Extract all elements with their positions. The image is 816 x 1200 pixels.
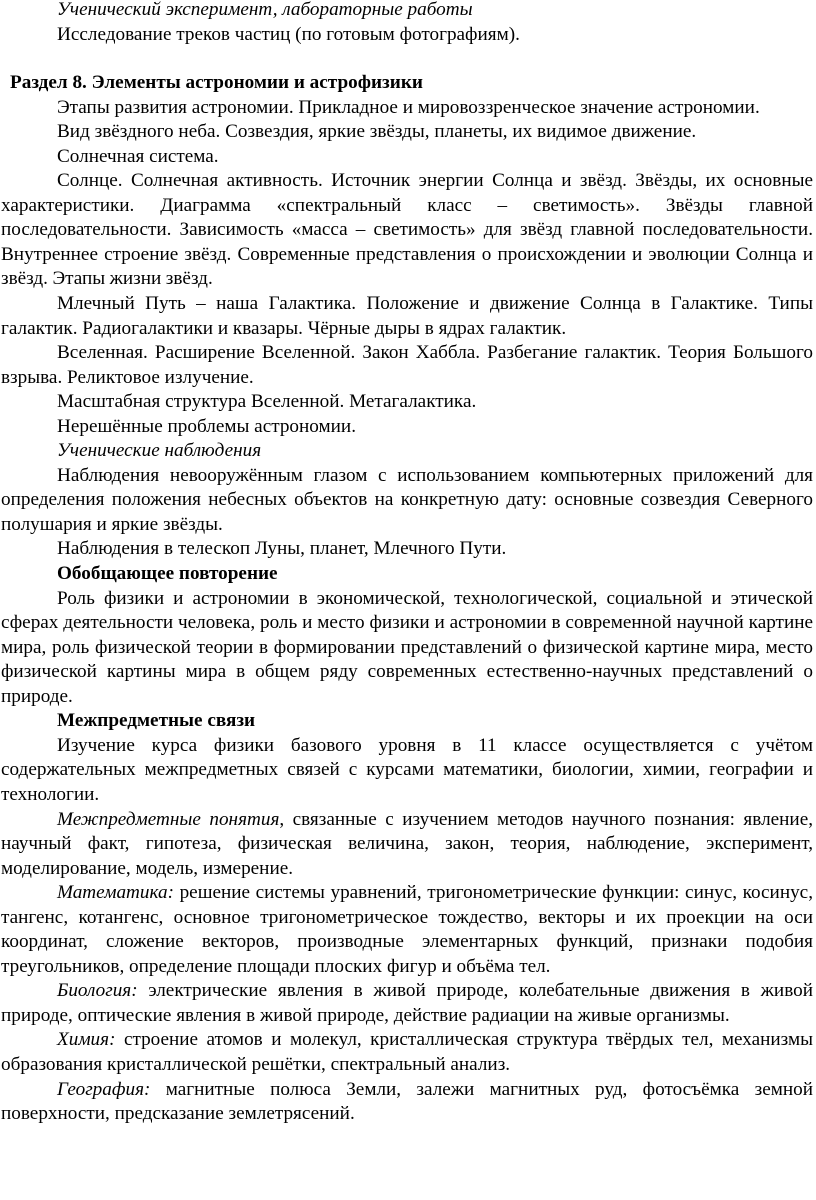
chemistry-paragraph xyxy=(1,1028,813,1077)
section-8-heading: Раздел 8. Элементы астрономии и астрофизики xyxy=(10,72,423,94)
concepts-text: , связанные с изучением методов научного познания: явление, научный факт, гипотеза, физическая величина, закон, теория, наблюдение, эксперимент, моделирование, модель, измерение. xyxy=(1,808,814,879)
student-observations-heading: Ученические наблюдения xyxy=(57,440,262,462)
large-scale-structure-paragraph: Масштабная структура Вселенной. Метагалактика. xyxy=(57,391,477,413)
astronomy-stages-paragraph: Этапы развития астрономии. Прикладное и мировоззренческое значение астрономии. xyxy=(57,96,760,118)
starry-sky-paragraph: Вид звёздного неба. Созвездия, яркие звёзды, планеты, их видимое движение. xyxy=(57,121,697,143)
lab-works-subheading: Ученический эксперимент, лабораторные работы xyxy=(57,0,473,20)
concepts-label: Межпредметные понятия xyxy=(57,808,280,830)
chemistry-text: строение атомов и молекул, кристаллическая структура твёрдых тел, механизмы образования кристаллической решётки, спектральный анализ. xyxy=(1,1029,813,1075)
review-paragraph: Роль физики и астрономии в экономической, технологической, социальной и этической сферах деятельности человека, роль и место физики и астрономии в современной научной картине мира, роль физической теории в формировании представлений о физической картине мира, место физической картины мира в общем ряду современных естественно-научных представлений о природе. xyxy=(1,587,813,707)
geography-label: География: xyxy=(57,1078,151,1100)
chemistry-label: Химия: xyxy=(57,1029,116,1051)
review-heading: Обобщающее повторение xyxy=(57,563,278,585)
geography-paragraph xyxy=(1,1078,813,1127)
milky-way-paragraph: Млечный Путь – наша Галактика. Положение и движение Солнца в Галактике. Типы галактик. Радиогалактики и квазары. Чёрные дыры в ядрах галактик. xyxy=(1,293,813,339)
particle-tracks-paragraph: Исследование треков частиц (по готовым фотографиям). xyxy=(57,23,520,45)
biology-label: Биология: xyxy=(57,980,138,1002)
solar-system-paragraph: Солнечная система. xyxy=(57,145,219,167)
math-label: Математика: xyxy=(57,882,174,904)
math-paragraph xyxy=(1,881,813,979)
geography-text: магнитные полюса Земли, залежи магнитных руд, фотосъёмка земной поверхности, предсказание землетрясений. xyxy=(1,1078,813,1125)
interdisciplinary-paragraph: Изучение курса физики базового уровня в 11 классе осуществляется с учётом содержательных межпредметных связей с курсами математики, биологии, химии, географии и технологии. xyxy=(1,734,813,805)
unsolved-problems-paragraph: Нерешённые проблемы астрономии. xyxy=(57,415,356,437)
math-text: решение системы уравнений, тригонометрические функции: синус, косинус, тангенс, котангенс, основное тригонометрическое тождество, векторы и их проекции на оси координат, сложение векторов, производные элементарных функций, признаки подобия треугольников, определение площади плоских фигур и объёма тел. xyxy=(1,882,813,977)
telescope-observations-paragraph: Наблюдения в телескоп Луны, планет, Млечного Пути. xyxy=(57,538,507,560)
biology-paragraph xyxy=(1,979,813,1028)
universe-paragraph: Вселенная. Расширение Вселенной. Закон Хаббла. Разбегание галактик. Теория Большого взрыва. Реликтовое излучение. xyxy=(1,342,813,388)
biology-text: электрические явления в живой природе, колебательные движения в живой природе, оптические явления в живой природе, действие радиации на живые организмы. xyxy=(1,980,813,1026)
interdisciplinary-heading: Межпредметные связи xyxy=(57,710,256,732)
concepts-paragraph xyxy=(1,808,813,882)
naked-eye-observations-paragraph: Наблюдения невооружённым глазом с использованием компьютерных приложений для определения положения небесных объектов на конкретную дату: основные созвездия Северного полушария и яркие звёзды. xyxy=(1,464,813,535)
sun-stars-paragraph: Солнце. Солнечная активность. Источник энергии Солнца и звёзд. Звёзды, их основные характеристики. Диаграмма «спектральный класс – светимость». Звёзды главной последовательности. Зависимость «масса – светимость» для звёзд главной последовательности. Внутреннее строение звёзд. Современные представления о происхождении и эволюции Солнца и звёзд. Этапы жизни звёзд. xyxy=(1,170,813,290)
